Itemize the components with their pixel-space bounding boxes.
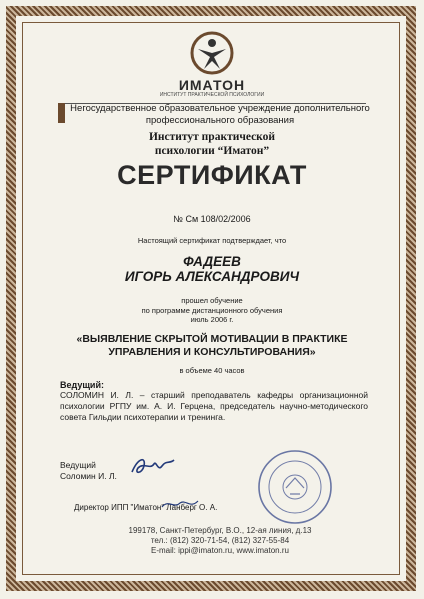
- signature-role: Ведущий: [60, 460, 96, 470]
- logo-name: ИМАТОН: [178, 77, 246, 93]
- course-volume: в объеме 40 часов: [179, 366, 245, 375]
- institute-name: Институт практической психологии “Иматон”: [148, 131, 276, 157]
- signature-name: Соломин И. Л.: [60, 471, 117, 481]
- course-title: «ВЫЯВЛЕНИЕ СКРЫТОЙ МОТИВАЦИИ В ПРАКТИКЕ УПРАВЛЕНИЯ И КОНСУЛЬТИРОВАНИЯ»: [76, 333, 348, 358]
- imaton-logo-icon: [188, 29, 236, 77]
- decorative-block: [58, 103, 65, 123]
- contact-footer: [90, 526, 350, 556]
- footer-phone: тел.: (812) 320-71-54, (812) 327-55-84: [150, 536, 290, 545]
- certificate-title: СЕРТИФИКАТ: [117, 160, 307, 190]
- lead-heading: Ведущий:: [60, 380, 104, 390]
- director-line: Директор ИПП "Иматон" Ланберг О. А.: [74, 503, 218, 512]
- lead-description: СОЛОМИН И. Л. – старший преподаватель кафедры организационной психологии РГПУ им. А. И. Герцена, председатель научно-методического совета Гильдии психотерапии и тренинга.: [60, 390, 368, 422]
- logo-subtitle: ИНСТИТУТ ПРАКТИЧЕСКОЙ ПСИХОЛОГИИ: [159, 92, 265, 98]
- footer-contacts: E-mail: ippi@imaton.ru, www.imaton.ru: [151, 546, 289, 555]
- person-name: ИГОРЬ АЛЕКСАНДРОВИЧ: [124, 269, 300, 284]
- person-surname: ФАДЕЕВ: [183, 254, 241, 269]
- director-signature-icon: [160, 497, 200, 511]
- organization-name: Негосударственное образовательное учреждение дополнительного профессионального образования: [70, 103, 370, 126]
- handwritten-signature-icon: [128, 452, 178, 480]
- footer-address: 199178, Санкт-Петербург, В.О., 12-ая линия, д.13: [128, 526, 312, 535]
- certificate-number: № См 108/02/2006: [173, 214, 251, 224]
- seal-stamp-icon: [256, 448, 334, 526]
- study-details: прошел обучение по программе дистанционного обучения июль 2006 г.: [141, 296, 283, 324]
- confirmation-text: Настоящий сертификат подтверждает, что: [137, 236, 287, 245]
